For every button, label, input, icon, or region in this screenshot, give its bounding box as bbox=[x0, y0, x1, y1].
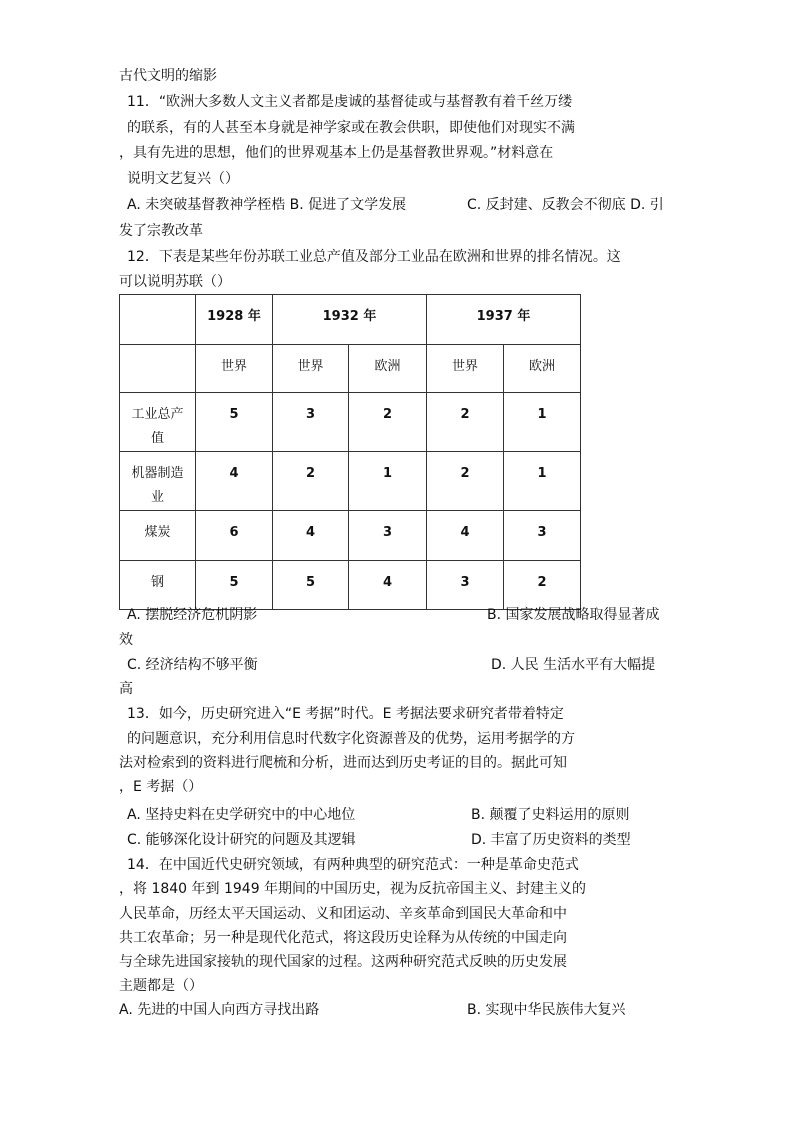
table-cell: 3 bbox=[427, 561, 504, 610]
table-cell: 1 bbox=[349, 452, 427, 511]
q11-line-4: 说明文艺复兴（） bbox=[127, 171, 239, 187]
q14-line-4: 共工农革命；另一种是现代化范式，将这段历史诠释为从传统的中国走向 bbox=[119, 930, 567, 946]
q11-line-2: 的联系，有的人甚至本身就是神学家或在教会供职，即使他们对现实不满 bbox=[127, 120, 575, 136]
table-blank-cell bbox=[120, 345, 196, 393]
row-label bbox=[120, 393, 196, 452]
q14-line-5: 与全球先进国家接轨的现代国家的过程。这两种研究范式反映的历史发展 bbox=[119, 954, 567, 970]
subheader-cell: 世界 bbox=[273, 345, 349, 393]
table-cell: 4 bbox=[349, 561, 427, 610]
q12-line-2: 可以说明苏联（） bbox=[119, 274, 231, 290]
q14-line-1: 14．在中国近代史研究领域，有两种典型的研究范式：一种是革命史范式 bbox=[127, 857, 579, 873]
table-cell: 5 bbox=[196, 561, 273, 610]
year-header-1937: 1937 年 bbox=[427, 295, 581, 345]
table-row bbox=[120, 511, 581, 561]
year-header-1928: 1928 年 bbox=[196, 295, 273, 345]
q11-line-3: ，具有先进的思想，他们的世界观基本上仍是基督教世界观。”材料意在 bbox=[119, 145, 554, 161]
q14-line-6: 主题都是（） bbox=[119, 978, 203, 994]
q12-option-c: C. 经济结构不够平衡 bbox=[127, 657, 258, 673]
table-cell: 5 bbox=[196, 393, 273, 452]
section-fragment-text: 古代文明的缩影 bbox=[119, 68, 217, 84]
q14-option-a: A. 先进的中国人向西方寻找出路 bbox=[119, 1002, 320, 1018]
ranking-table bbox=[119, 294, 581, 610]
q13-line-2: 的问题意识，充分利用信息时代数字化资源普及的优势，运用考据学的方 bbox=[127, 731, 575, 747]
q13-option-b: B. 颠覆了史料运用的原则 bbox=[471, 807, 630, 823]
row-label-line: 工业总产 bbox=[131, 407, 184, 422]
q11-option-d-wrap: 发了宗教改革 bbox=[119, 223, 203, 239]
q12-line-1: 12．下表是某些年份苏联工业总产值及部分工业品在欧洲和世界的排名情况。这 bbox=[127, 249, 621, 265]
table-cell: 5 bbox=[273, 561, 349, 610]
table-cell: 2 bbox=[349, 393, 427, 452]
q14-line-3: 人民革命，历经太平天国运动、义和团运动、辛亥革命到国民大革命和中 bbox=[119, 906, 567, 922]
subheader-cell: 欧洲 bbox=[504, 345, 581, 393]
q13-option-d: D. 丰富了历史资料的类型 bbox=[471, 832, 631, 848]
subheader-cell: 欧洲 bbox=[349, 345, 427, 393]
table-cell: 1 bbox=[504, 393, 581, 452]
table-cell: 1 bbox=[504, 452, 581, 511]
q12-option-d-wrap: 高 bbox=[119, 681, 133, 697]
q14-line-2: ，将 1840 年到 1949 年期间的中国历史，视为反抗帝国主义、封建主义的 bbox=[119, 881, 587, 897]
table-cell: 4 bbox=[273, 511, 349, 561]
row-label: 煤炭 bbox=[120, 511, 196, 561]
q14-option-b: B. 实现中华民族伟大复兴 bbox=[467, 1002, 626, 1018]
subheader-cell: 世界 bbox=[196, 345, 273, 393]
q13-option-a: A. 坚持史料在史学研究中的中心地位 bbox=[127, 807, 356, 823]
row-label: 钢 bbox=[120, 561, 196, 610]
table-cell: 3 bbox=[504, 511, 581, 561]
q12-option-d: D. 人民 生活水平有大幅提 bbox=[491, 657, 656, 673]
q12-option-b-wrap: 效 bbox=[119, 632, 133, 648]
row-label bbox=[120, 452, 196, 511]
table-cell: 3 bbox=[349, 511, 427, 561]
row-label-line: 机器制造 bbox=[131, 466, 184, 481]
row-label-line: 值 bbox=[150, 431, 164, 446]
table-cell: 6 bbox=[196, 511, 273, 561]
q11-options-ab: A. 未突破基督教神学桎梏 B. 促进了文学发展 bbox=[127, 197, 407, 213]
q12-option-a: A. 摆脱经济危机阴影 bbox=[127, 607, 258, 623]
table-row bbox=[120, 561, 581, 610]
table-cell: 4 bbox=[196, 452, 273, 511]
q13-line-4: ，E 考据（） bbox=[119, 779, 203, 795]
q13-line-1: 13．如今，历史研究进入“E 考据”时代。E 考据法要求研究者带着特定 bbox=[127, 706, 564, 722]
table-cell: 2 bbox=[273, 452, 349, 511]
table-cell: 3 bbox=[273, 393, 349, 452]
row-label-line: 业 bbox=[150, 490, 164, 505]
table-cell: 2 bbox=[504, 561, 581, 610]
year-header-1932: 1932 年 bbox=[273, 295, 427, 345]
table-row bbox=[120, 393, 581, 452]
table-cell: 4 bbox=[427, 511, 504, 561]
q13-line-3: 法对检索到的资料进行爬梳和分析，进而达到历史考证的目的。据此可知 bbox=[119, 755, 567, 771]
table-row bbox=[120, 452, 581, 511]
subheader-cell: 世界 bbox=[427, 345, 504, 393]
table-cell: 2 bbox=[427, 393, 504, 452]
q11-options-cd: C. 反封建、反教会不彻底 D. 引 bbox=[467, 197, 664, 213]
table-corner-cell bbox=[120, 295, 196, 345]
q13-option-c: C. 能够深化设计研究的问题及其逻辑 bbox=[127, 832, 356, 848]
q12-option-b: B. 国家发展战略取得显著成 bbox=[487, 607, 660, 623]
q11-line-1: 11．“欧洲大多数人文主义者都是虔诚的基督徒或与基督教有着千丝万缕 bbox=[127, 94, 573, 110]
table-cell: 2 bbox=[427, 452, 504, 511]
